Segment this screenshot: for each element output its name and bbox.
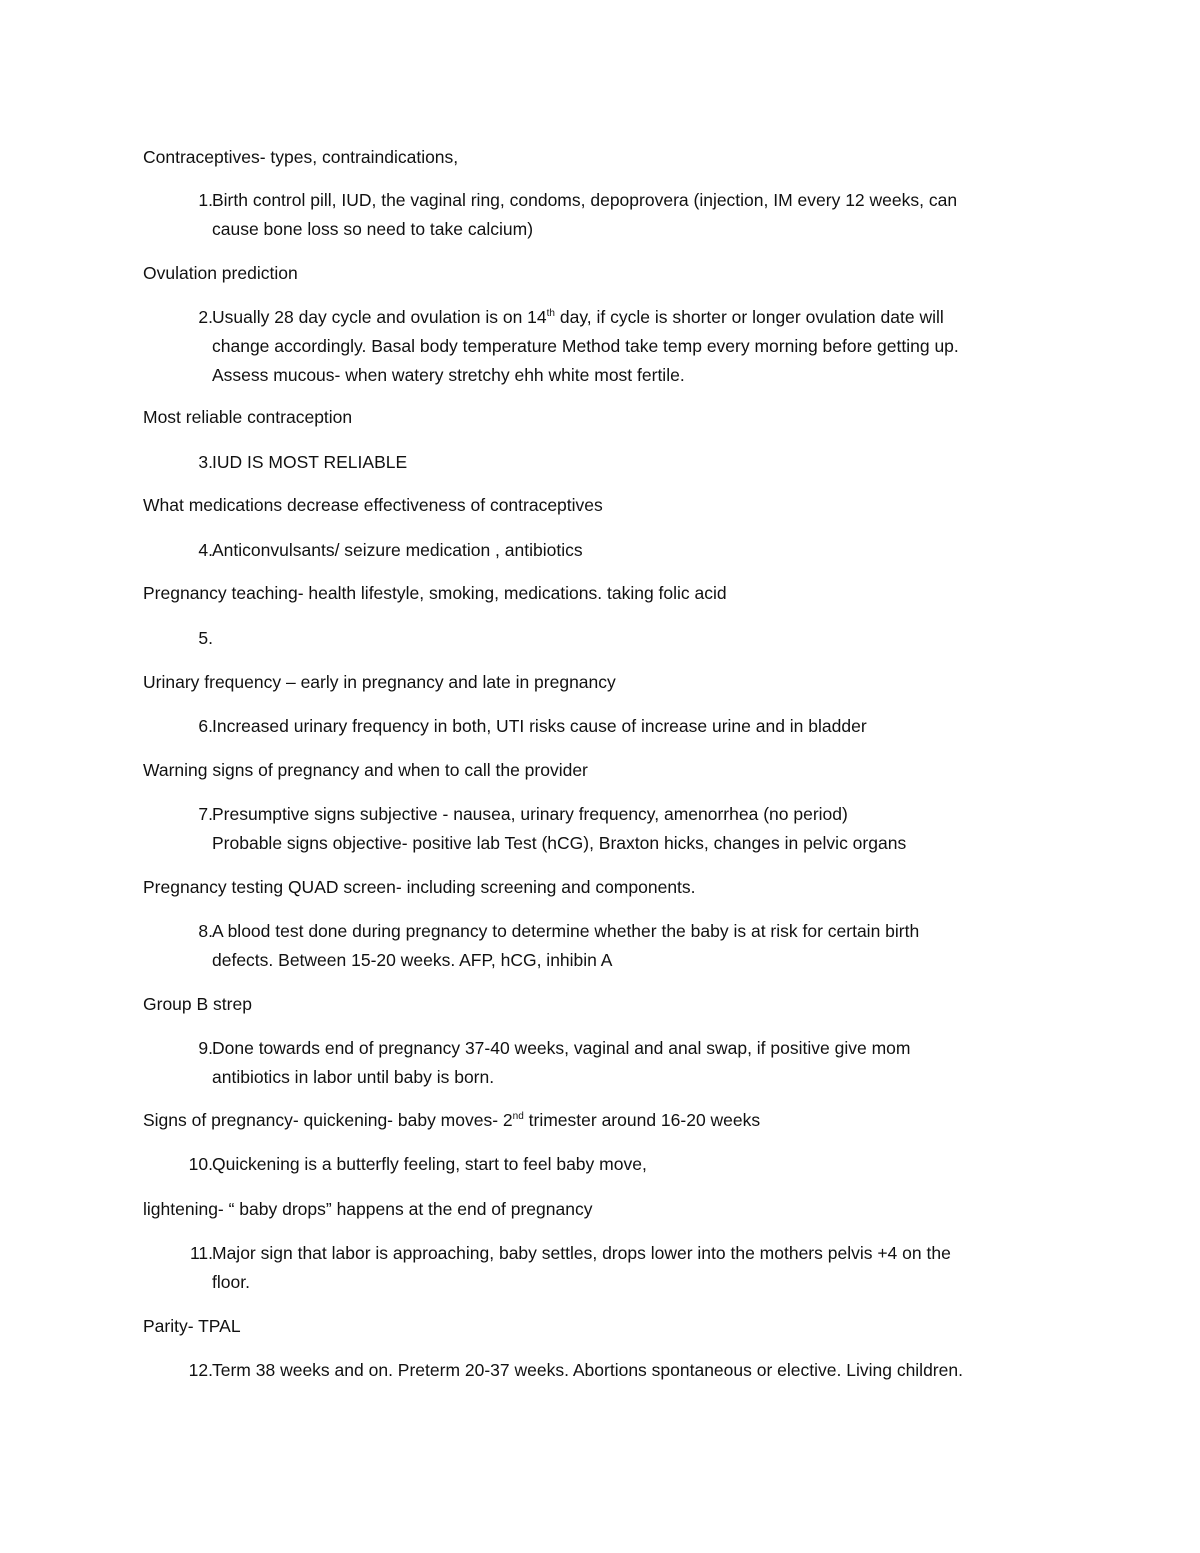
list-item-text: change accordingly. Basal body temperature Method take temp every morning before getting up. [212,336,959,356]
list-number: 9. [198,1038,213,1058]
section-heading-reliable: Most reliable contraception [143,407,353,427]
text-run: trimester around 16-20 weeks [523,1110,761,1130]
list-item-text: Major sign that labor is approaching, baby settles, drops lower into the mothers pelvis +4 on the [212,1243,951,1263]
superscript: th [546,308,555,319]
section-heading-pregnancy-testing: Pregnancy testing QUAD screen- including screening and components. [143,877,696,897]
section-heading-parity: Parity- TPAL [143,1316,241,1336]
section-heading-warning-signs: Warning signs of pregnancy and when to call the provider [143,760,588,780]
list-item-text: Probable signs objective- positive lab Test (hCG), Braxton hicks, changes in pelvic organs [212,833,907,853]
superscript: nd [512,1111,524,1122]
list-item-text: Term 38 weeks and on. Preterm 20-37 weeks. Abortions spontaneous or elective. Living children. [212,1360,963,1380]
list-number: 8. [198,921,213,941]
section-heading-ovulation: Ovulation prediction [143,263,298,283]
list-number: 11. [189,1243,213,1263]
list-item-text: Done towards end of pregnancy 37-40 weeks, vaginal and anal swap, if positive give mom [212,1038,911,1058]
section-heading-medications: What medications decrease effectiveness of contraceptives [143,495,603,515]
list-item-text: Quickening is a butterfly feeling, start to feel baby move, [212,1154,647,1174]
list-item-text: defects. Between 15-20 weeks. AFP, hCG, inhibin A [212,950,613,970]
list-item-text: A blood test done during pregnancy to determine whether the baby is at risk for certain birth [212,921,920,941]
section-heading-quickening [143,1109,760,1131]
list-item-text: floor. [212,1272,250,1292]
list-number: 2. [198,307,213,327]
text-run: Usually 28 day cycle and ovulation is on 14 [212,307,547,327]
list-number: 5. [198,628,213,648]
list-item-text: Assess mucous- when watery stretchy ehh white most fertile. [212,365,685,385]
list-item-text: Birth control pill, IUD, the vaginal ring, condoms, depoprovera (injection, IM every 12 weeks, can [212,190,958,210]
list-number: 12. [188,1360,213,1380]
list-number: 4. [198,540,213,560]
list-number: 6. [198,716,213,736]
section-heading-teaching: Pregnancy teaching- health lifestyle, smoking, medications. taking folic acid [143,583,727,603]
section-heading-urinary: Urinary frequency – early in pregnancy and late in pregnancy [143,672,616,692]
list-item-text: Increased urinary frequency in both, UTI risks cause of increase urine and in bladder [212,716,867,736]
text-run: Signs of pregnancy- quickening- baby moves- 2 [143,1110,513,1130]
list-item-text: Anticonvulsants/ seizure medication , antibiotics [212,540,583,560]
list-number: 10. [188,1154,213,1174]
section-heading-group-b-strep: Group B strep [143,994,252,1014]
text-run: day, if cycle is shorter or longer ovulation date will [555,307,944,327]
list-number: 1. [198,190,213,210]
section-heading-lightening: lightening- “ baby drops” happens at the end of pregnancy [143,1199,593,1219]
list-number: 7. [198,804,213,824]
list-item-text: antibiotics in labor until baby is born. [212,1067,495,1087]
list-number: 3. [198,452,213,472]
list-item-text [212,303,1072,332]
list-item-text: Presumptive signs subjective - nausea, urinary frequency, amenorrhea (no period) [212,804,848,824]
list-item-text: IUD IS MOST RELIABLE [212,452,408,472]
section-heading-contraceptives: Contraceptives- types, contraindications, [143,147,459,167]
list-item-text: cause bone loss so need to take calcium) [212,219,534,239]
